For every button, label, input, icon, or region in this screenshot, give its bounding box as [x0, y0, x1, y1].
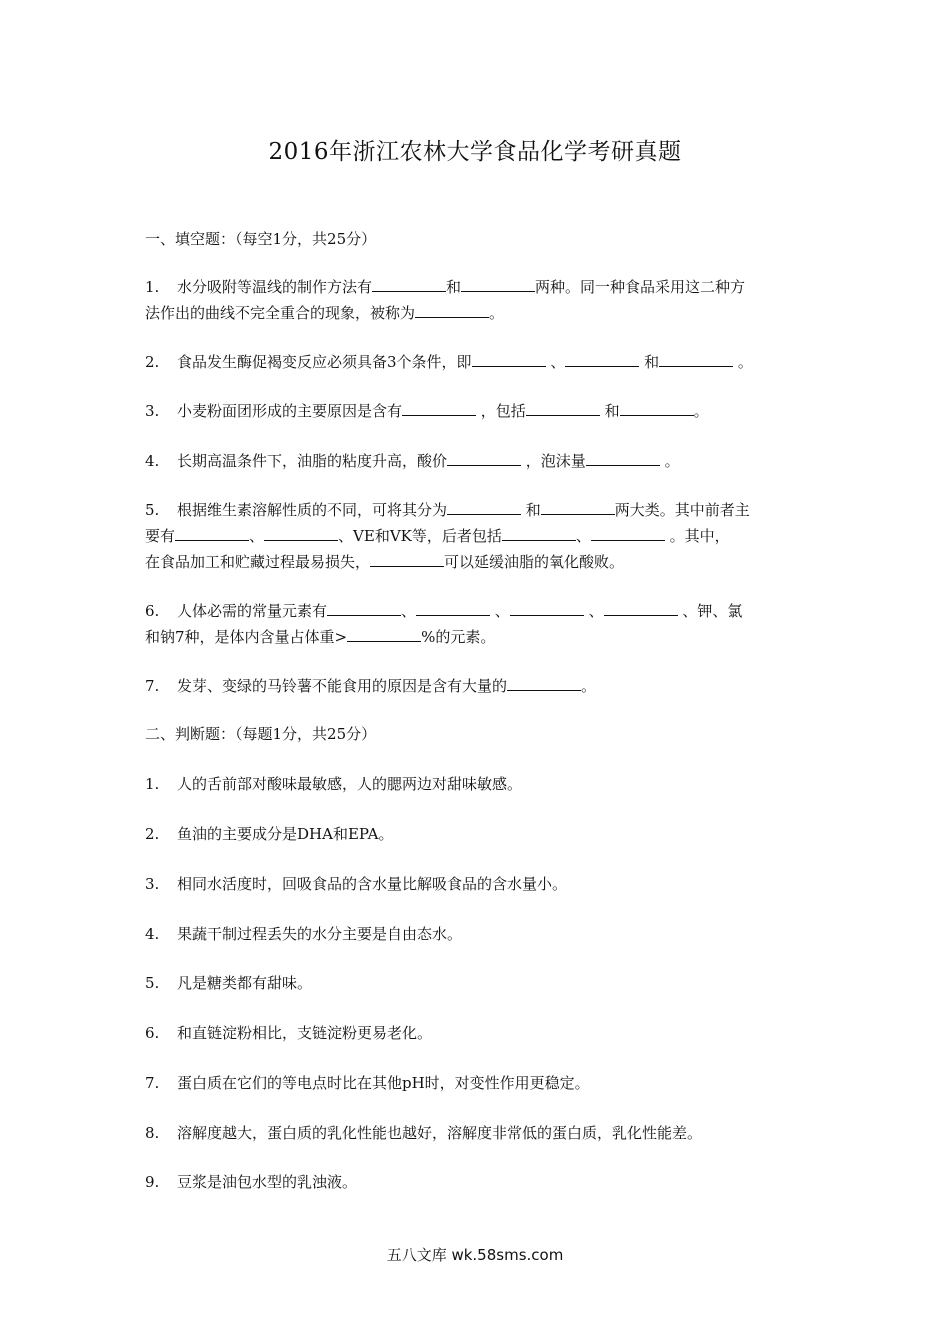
- section-1-heading: 一、填空题：（每空1分，共25分）: [145, 230, 377, 248]
- fill-question-4: 4. 长期高温条件下，油脂的粘度升高，酸价 ，泡沫量 。: [145, 447, 810, 474]
- judge-question-8: 8. 溶解度越大，蛋白质的乳化性能也越好，溶解度非常低的蛋白质，乳化性能差。: [145, 1124, 703, 1142]
- judge-question-3: 3. 相同水活度时，回吸食品的含水量比解吸食品的含水量小。: [145, 875, 568, 893]
- section-2-heading: 二、判断题：（每题1分，共25分）: [145, 725, 377, 743]
- answer-blank: [416, 597, 490, 616]
- answer-blank: [461, 273, 535, 292]
- fill-question-6-line-2: 和钠7种，是体内含量占体重> %的元素。: [145, 623, 810, 650]
- answer-blank: [502, 522, 576, 541]
- fill-question-5-line-1: 5. 根据维生素溶解性质的不同，可将其分为 和 两大类。其中前者主: [145, 496, 810, 523]
- fill-question-3: 3. 小麦粉面团形成的主要原因是含有 ，包括 和 。: [145, 397, 810, 424]
- judge-question-2: 2. 鱼油的主要成分是DHA和EPA。: [145, 825, 394, 843]
- answer-blank: [541, 496, 615, 515]
- answer-blank: [347, 623, 421, 642]
- fill-question-5-line-3: 在食品加工和贮藏过程最易损失， 可以延缓油脂的氧化酸败。: [145, 548, 810, 575]
- answer-blank: [175, 522, 249, 541]
- answer-blank: [604, 597, 678, 616]
- fill-question-2: 2. 食品发生酶促褐变反应必须具备3个条件，即 、 和 。: [145, 348, 810, 375]
- answer-blank: [507, 672, 581, 691]
- judge-question-7: 7. 蛋白质在它们的等电点时比在其他pH时，对变性作用更稳定。: [145, 1074, 590, 1092]
- fill-question-7: 7. 发芽、变绿的马铃薯不能食用的原因是含有大量的 。: [145, 672, 810, 699]
- answer-blank: [447, 447, 521, 466]
- answer-blank: [327, 597, 401, 616]
- answer-blank: [659, 348, 733, 367]
- answer-blank: [565, 348, 639, 367]
- fill-question-1-line-2: 法作出的曲线不完全重合的现象，被称为 。: [145, 299, 810, 326]
- judge-question-9: 9. 豆浆是油包水型的乳浊液。: [145, 1173, 358, 1191]
- answer-blank: [472, 348, 546, 367]
- answer-blank: [586, 447, 660, 466]
- answer-blank: [526, 397, 600, 416]
- fill-question-6-line-1: 6. 人体必需的常量元素有 、 、 、 、钾、氯: [145, 597, 810, 624]
- footer-watermark: 五八文库 wk.58sms.com: [386, 1246, 564, 1264]
- page-title: 2016年浙江农林大学食品化学考研真题: [268, 139, 682, 165]
- answer-blank: [370, 548, 444, 567]
- answer-blank: [510, 597, 584, 616]
- answer-blank: [591, 522, 665, 541]
- answer-blank: [402, 397, 476, 416]
- fill-question-1-line-1: 1. 水分吸附等温线的制作方法有 和 两种。同一种食品采用这二种方: [145, 273, 810, 300]
- answer-blank: [620, 397, 694, 416]
- answer-blank: [415, 299, 489, 318]
- judge-question-5: 5. 凡是糖类都有甜味。: [145, 974, 313, 992]
- answer-blank: [372, 273, 446, 292]
- judge-question-4: 4. 果蔬干制过程丢失的水分主要是自由态水。: [145, 925, 463, 943]
- judge-question-6: 6. 和直链淀粉相比，支链淀粉更易老化。: [145, 1024, 433, 1042]
- answer-blank: [447, 496, 521, 515]
- judge-question-1: 1. 人的舌前部对酸味最敏感，人的腮两边对甜味敏感。: [145, 775, 523, 793]
- fill-question-5-line-2: 要有 、 、VE和VK等，后者包括 、 。其中，: [145, 522, 810, 549]
- answer-blank: [264, 522, 338, 541]
